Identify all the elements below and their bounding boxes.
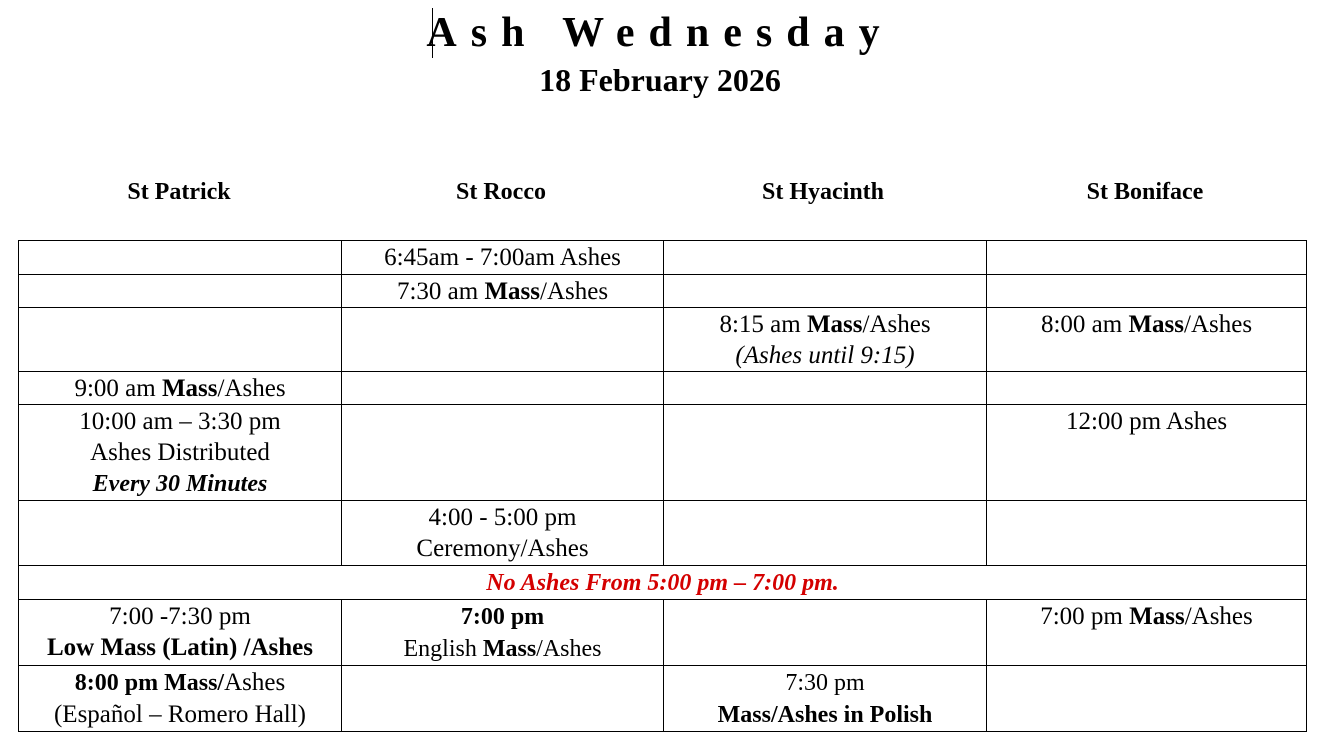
table-row bbox=[19, 405, 1307, 501]
cell-st-patrick: 7:00 -7:30 pm Low Mass (Latin) /Ashes bbox=[19, 600, 342, 666]
cell-st-hyacinth: 7:30 pm Mass/Ashes in Polish bbox=[664, 666, 987, 732]
cell-st-rocco bbox=[342, 405, 664, 501]
page-date: 18 February 2026 bbox=[539, 62, 781, 98]
cell-st-rocco: 6:45am - 7:00am Ashes bbox=[342, 241, 664, 275]
cell-st-hyacinth bbox=[664, 501, 987, 566]
cell-st-boniface bbox=[987, 275, 1307, 308]
column-header-st-patrick: St Patrick bbox=[127, 179, 231, 205]
table-row bbox=[19, 308, 1307, 372]
cell-st-rocco: 7:00 pm English Mass/Ashes bbox=[342, 600, 664, 666]
column-header-st-hyacinth: St Hyacinth bbox=[761, 179, 884, 205]
cell-st-patrick: 8:00 pm Mass/Ashes (Español – Romero Hall) bbox=[19, 666, 342, 732]
column-headers bbox=[18, 176, 1306, 208]
cell-st-hyacinth bbox=[664, 372, 987, 405]
table-row bbox=[19, 501, 1307, 566]
column-header-st-boniface: St Boniface bbox=[1086, 179, 1204, 205]
schedule-table bbox=[18, 240, 1307, 732]
column-header-st-rocco: St Rocco bbox=[456, 179, 546, 205]
cell-st-boniface bbox=[987, 372, 1307, 405]
cell-st-boniface bbox=[987, 666, 1307, 732]
notice-cell bbox=[19, 566, 1307, 600]
cell-st-boniface: 7:00 pm Mass/Ashes bbox=[987, 600, 1307, 666]
cell-st-rocco: 7:30 am Mass/Ashes bbox=[342, 275, 664, 308]
cell-st-boniface: 12:00 pm Ashes bbox=[987, 405, 1307, 501]
table-row bbox=[19, 241, 1307, 275]
cell-st-hyacinth bbox=[664, 241, 987, 275]
cell-st-patrick bbox=[19, 501, 342, 566]
cell-st-patrick: 9:00 am Mass/Ashes bbox=[19, 372, 342, 405]
table-row bbox=[19, 372, 1307, 405]
table-row bbox=[19, 566, 1307, 600]
cell-st-hyacinth bbox=[664, 405, 987, 501]
cell-st-boniface bbox=[987, 501, 1307, 566]
table-row bbox=[19, 600, 1307, 666]
cell-st-rocco bbox=[342, 308, 664, 372]
cell-st-hyacinth: 8:15 am Mass/Ashes (Ashes until 9:15) bbox=[664, 308, 987, 372]
notice-text: No Ashes From 5:00 pm – 7:00 pm. bbox=[486, 570, 839, 596]
cell-st-boniface: 8:00 am Mass/Ashes bbox=[987, 308, 1307, 372]
cell-st-patrick bbox=[19, 308, 342, 372]
cell-st-hyacinth bbox=[664, 275, 987, 308]
page-title: Ash Wednesday bbox=[426, 10, 894, 56]
cell-st-patrick bbox=[19, 241, 342, 275]
cell-st-rocco bbox=[342, 372, 664, 405]
cell-st-rocco bbox=[342, 666, 664, 732]
cell-st-rocco: 4:00 - 5:00 pm Ceremony/Ashes bbox=[342, 501, 664, 566]
table-row bbox=[19, 275, 1307, 308]
cell-st-patrick bbox=[19, 275, 342, 308]
table-row bbox=[19, 666, 1307, 732]
cell-st-hyacinth bbox=[664, 600, 987, 666]
cell-st-boniface bbox=[987, 241, 1307, 275]
cell-st-patrick: 10:00 am – 3:30 pm Ashes Distributed Every 30 Minutes bbox=[19, 405, 342, 501]
